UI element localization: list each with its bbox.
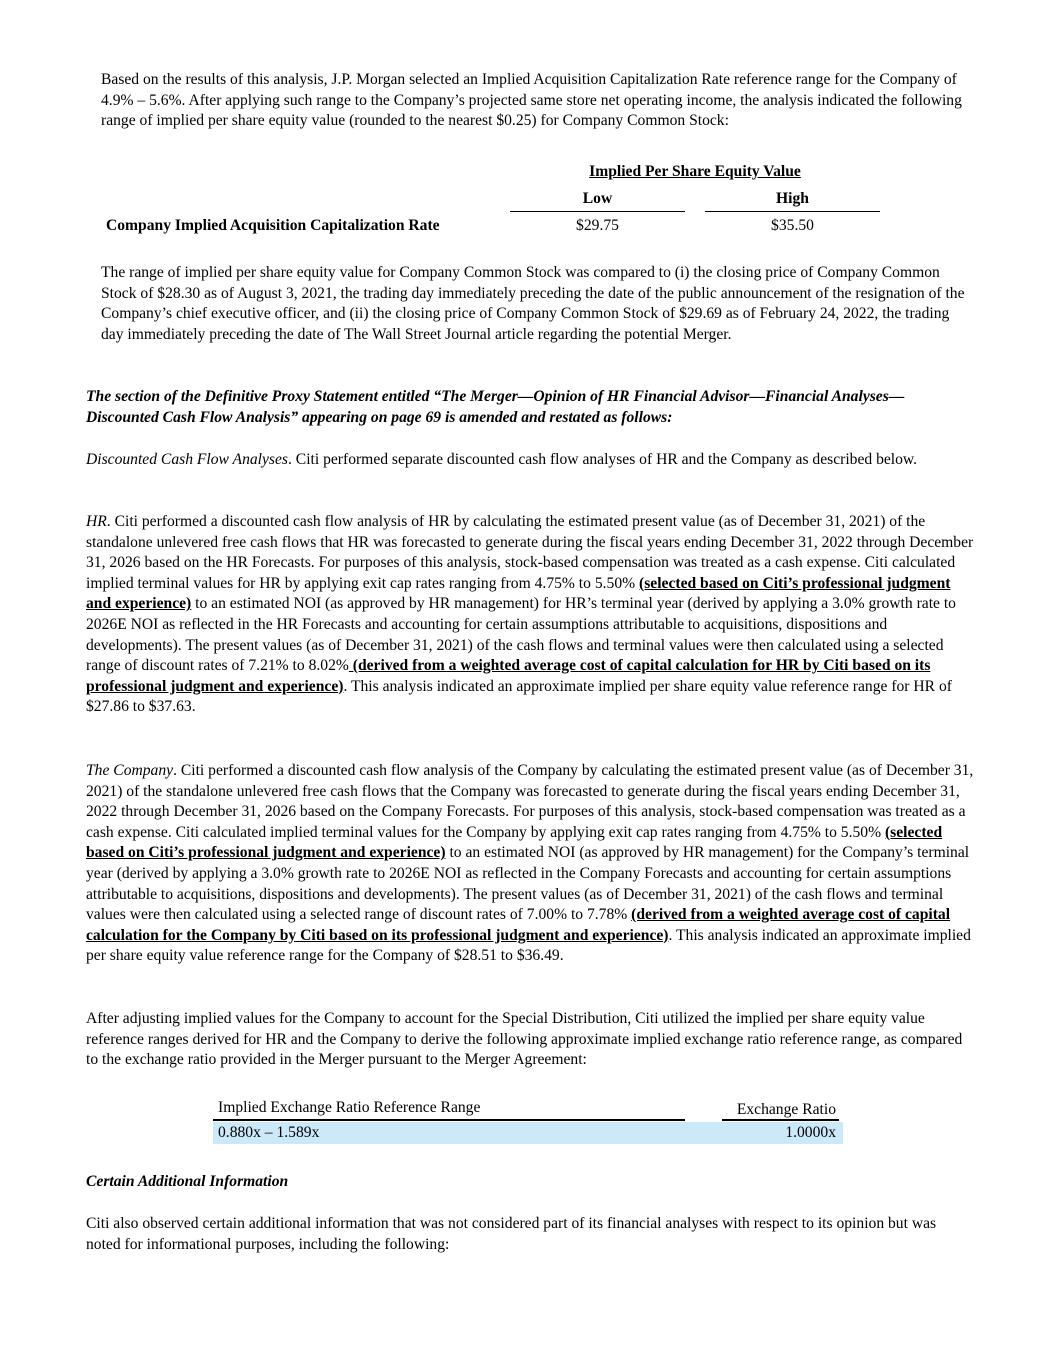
closing-price-paragraph: The range of implied per share equity value for Company Common Stock was compared to (i) the closing price of Company Common Stock of $28.30 as of August 3, 2021, the trading day immediately preceding the date of the public announcement of the resignation of the Company’s chief executive officer, and (ii) the closing price of Company Common Stock of $29.69 as of February 24, 2022, the trading day immediately preceding the date of The Wall Street Journal article regarding the potential Merger. (101, 264, 965, 343)
company-text-3: . This analysis indicated an approximate implied per share equity value reference range for the Company of $28.51 to $36.49. (86, 926, 971, 965)
exchange-table-header-rule-2 (722, 1119, 839, 1121)
company-underlined-1: (selected based on Citi’s professional judgment and experience) (86, 823, 943, 862)
additional-info-heading: Certain Additional Information (86, 1173, 289, 1190)
hr-text-1: . Citi performed a discounted cash flow analysis of HR by calculating the estimated present value (as of December 31, 2021) of the standalone unlevered free cash flows that HR was forecasted to generate during the fiscal years ending December 31, 2022 through December 31, 2026 based on the HR Forecasts. For purposes of this analysis, stock-based compensation was treated as a cash expense. Citi calculated implied terminal values for HR by applying exit cap rates ranging from 4.75% to 5.50% (86, 513, 974, 592)
exchange-table-range-value: 0.880x – 1.589x (218, 1124, 320, 1141)
equity-table-row-label: Company Implied Acquisition Capitalization Rate (106, 217, 440, 234)
equity-table-low-value: $29.75 (576, 217, 619, 234)
hr-text-2: to an estimated NOI (as approved by HR management) for HR’s terminal year (derived by applying a 3.0% growth rate to 2026E NOI as reflected in the HR Forecasts and accounting for certain assumptions attributable to acquisitions, dispositions and developments). The present values (as of December 31, 2021) of the cash flows and terminal values were then calculated using a selected range of discount rates of 7.21% to 8.02% (86, 595, 956, 675)
exchange-table-header-rule-1 (213, 1119, 685, 1121)
dcf-intro-text: . Citi performed separate discounted cash flow analyses of HR and the Company as described below. (288, 451, 918, 468)
section-heading: The section of the Definitive Proxy Statement entitled “The Merger—Opinion of HR Financial Advisor—Financial Analyses—Discounted Cash Flow Analysis” appearing on page 69 is amended and restated as follows: (86, 388, 905, 426)
hr-underlined-1: (selected based on Citi’s professional judgment and experience) (86, 574, 951, 613)
exchange-table-ratio-value: 1.0000x (785, 1124, 836, 1141)
jpm-analysis-paragraph: Based on the results of this analysis, J.P. Morgan selected an Implied Acquisition Capitalization Rate reference range for the Company of 4.9% – 5.6%. After applying such range to the Company’s projected same store net operating income, the analysis indicated the following range of implied per share equity value (rounded to the nearest $0.25) for Company Common Stock: (101, 71, 962, 130)
company-dcf-paragraph (86, 761, 974, 967)
hr-lead: HR (86, 513, 107, 530)
hr-underlined-2: (derived from a weighted average cost of capital calculation for HR by Citi based on its professional judgment and experience) (86, 657, 931, 695)
equity-table-col-low: Low (510, 189, 685, 212)
company-lead: The Company (86, 762, 174, 779)
exchange-table-col1-header: Implied Exchange Ratio Reference Range (218, 1099, 481, 1116)
company-text-1: . Citi performed a discounted cash flow analysis of the Company by calculating the estimated present value (as of December 31, 2021) of the standalone unlevered free cash flows that the Company was forecasted to generate during the fiscal years ending December 31, 2022 through December 31, 2026 based on the Company Forecasts. For purposes of this analysis, stock-based compensation was treated as a cash expense. Citi calculated implied terminal values for the Company by applying exit cap rates ranging from 4.75% to 5.50% (86, 762, 974, 841)
equity-table-col-high: High (705, 189, 880, 212)
exchange-table-col2-header: Exchange Ratio (736, 1101, 836, 1118)
additional-info-paragraph: Citi also observed certain additional information that was not considered part of its financial analyses with respect to its opinion but was noted for informational purposes, including the following: (86, 1215, 937, 1253)
dcf-intro-title: Discounted Cash Flow Analyses (86, 451, 288, 468)
equity-table-header: Implied Per Share Equity Value (589, 163, 801, 180)
dcf-intro-paragraph (86, 450, 974, 471)
hr-text-3: . This analysis indicated an approximate implied per share equity value reference range for HR of $27.86 to $37.63. (86, 677, 952, 716)
company-underlined-2: (derived from a weighted average cost of capital calculation for the Company by Citi based on its professional judgment and experience) (86, 906, 951, 944)
exchange-table-row (213, 1122, 843, 1144)
company-text-2: to an estimated NOI (as approved by HR management) for the Company’s terminal year (derived by applying a 3.0% growth rate to 2026E NOI as reflected in the Company Forecasts and accounting for certain assumptions attributable to acquisitions, dispositions and developments). The present values (as of December 31, 2021) of the cash flows and terminal values were then calculated using a selected range of discount rates of 7.00% to 7.78% (86, 844, 970, 924)
exchange-ratio-table (213, 1096, 843, 1146)
exchange-ratio-paragraph: After adjusting implied values for the Company to account for the Special Distribution, Citi utilized the implied per share equity value reference ranges derived for HR and the Company to derive the following approximate implied exchange ratio reference range, as compared to the exchange ratio provided in the Merger pursuant to the Merger Agreement: (86, 1010, 963, 1069)
equity-table-high-value: $35.50 (771, 217, 814, 234)
hr-dcf-paragraph (86, 512, 974, 718)
